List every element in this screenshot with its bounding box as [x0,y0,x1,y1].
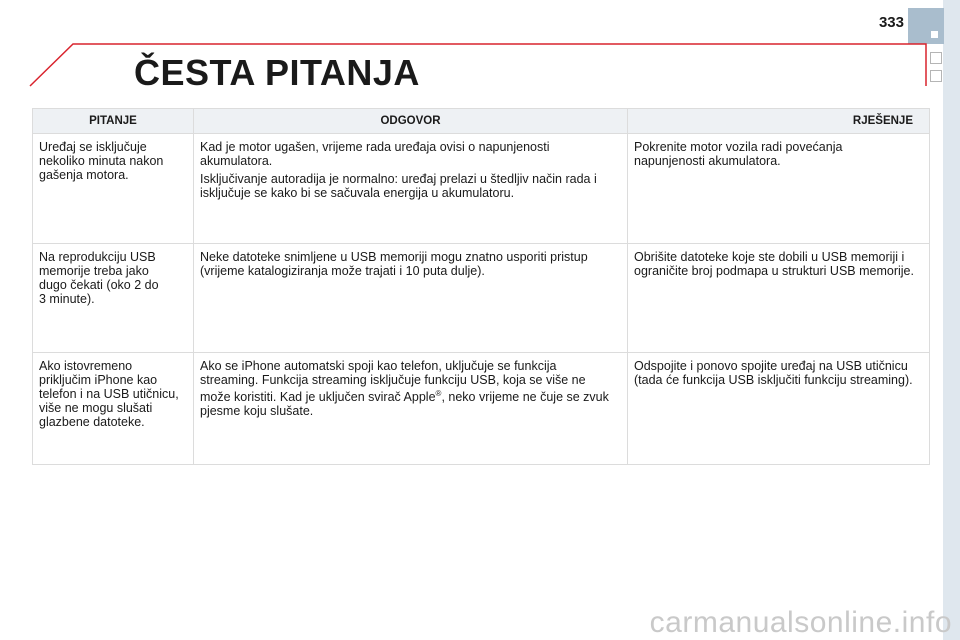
question-text: Ako istovremeno priključim iPhone kao telefon i na USB utičnicu, više ne mogu slušati glazbene datoteke. [39,358,179,429]
side-strip [943,0,960,640]
table-row [33,244,930,352]
question-cell [33,134,194,244]
registered-mark: ® [435,388,442,398]
answer-text: Kad je motor ugašen, vrijeme rada uređaja ovisi o napunjenosti akumulatora. [200,140,550,168]
table-header-row [33,109,930,134]
answer-text-part: , neko vrijeme ne čuje se zvuk pjesme koju slušate. [200,389,609,418]
answer-text [200,359,621,418]
table-row [33,352,930,464]
question-text: Na reprodukciju USB memorije treba jako dugo čekati (oko 2 do 3 minute). [39,250,159,307]
column-header-question: PITANJE [33,109,194,134]
table-row [33,134,930,244]
answer-cell [194,134,628,244]
watermark: carmanualsonline.info [649,606,952,639]
solution-text: Pokrenite motor vozila radi povećanja napunjenosti akumulatora. [634,140,843,168]
column-header-solution: RJEŠENJE [628,109,930,134]
column-header-answer: ODGOVOR [194,109,628,134]
answer-text: Neke datoteke snimljene u USB memoriji mogu znatno usporiti pristup (vrijeme katalogiziranja može trajati i 10 puta dulje). [200,250,588,279]
solution-cell [628,352,930,464]
solution-text: Odspojite i ponovo spojite uređaj na USB utičnicu (tada će funkcija USB isključiti funkciju streaming). [634,358,913,387]
page-title: ČESTA PITANJA [134,52,420,93]
answer-cell [194,352,628,464]
question-text: Uređaj se isključuje nekoliko minuta nakon gašenja motora. [39,140,164,182]
solution-cell [628,244,930,352]
question-cell [33,244,194,352]
solution-cell [628,134,930,244]
answer-cell [194,244,628,352]
solution-text: Obrišite datoteke koje ste dobili u USB memoriji i ograničite broj podmapa u strukturi USB memorije. [634,250,914,279]
page-number: 333 [878,14,904,31]
answer-text-part: Ako se iPhone automatski spoji kao telefon, uključuje se funkcija streaming. Funkcija streaming isključuje funkciju USB, koja se više ne može koristiti. Kad je uključen svirač Apple [200,358,586,404]
question-cell [33,352,194,464]
faq-table [32,108,930,465]
answer-text: Isključivanje autoradija je normalno: uređaj prelazi u štedljiv način rada i isključuje se kako bi se sačuvala energija u akumulatoru. [200,172,597,200]
